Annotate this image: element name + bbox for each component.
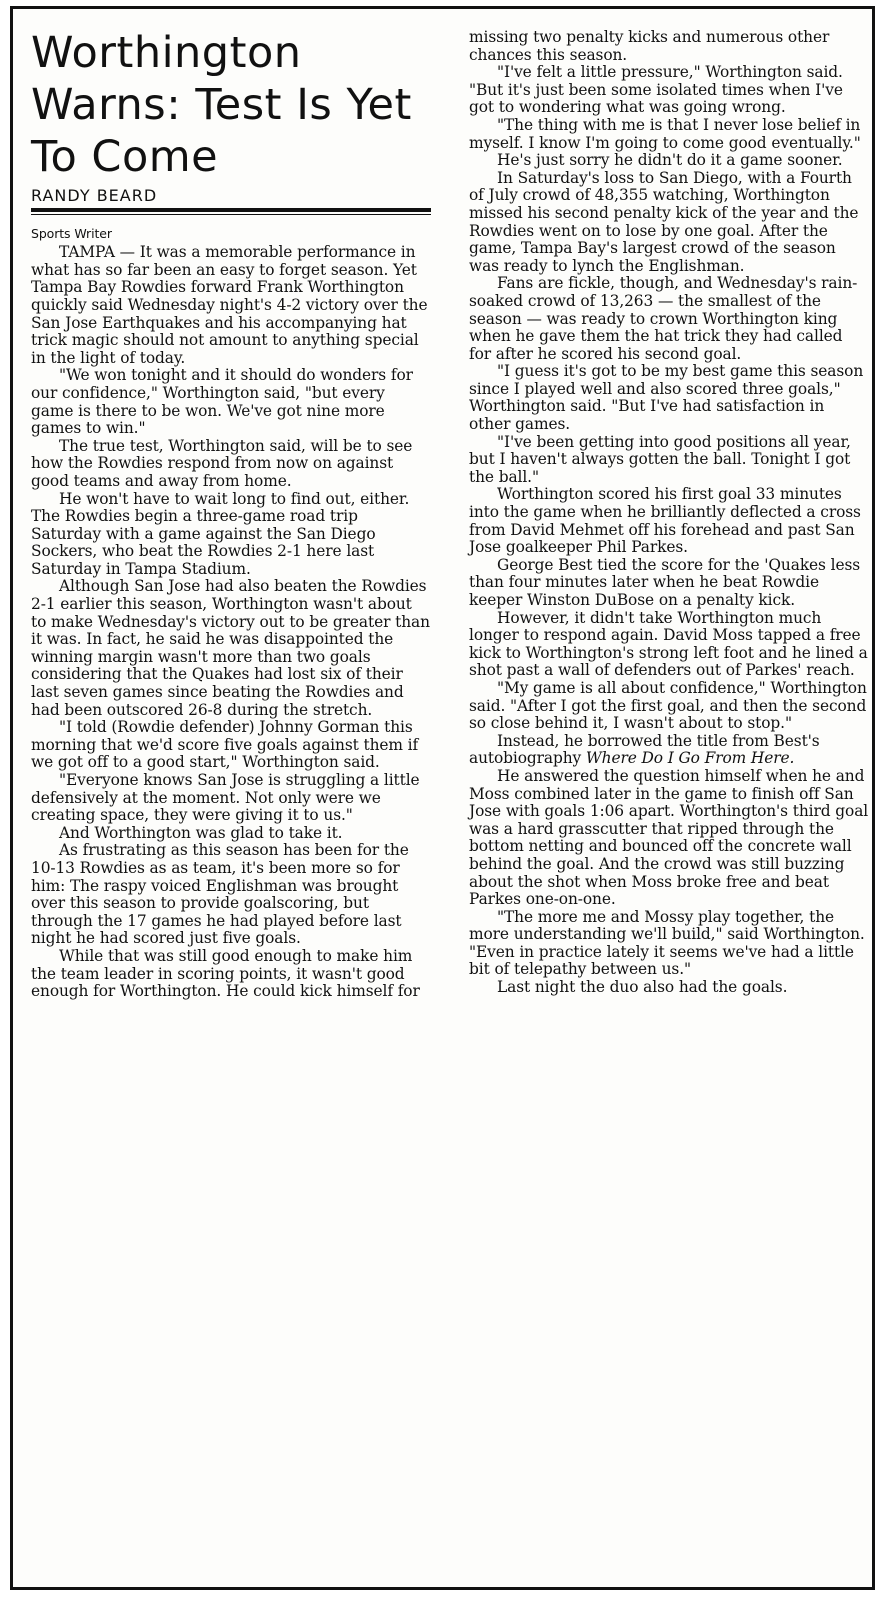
paragraph: While that was still good enough to make him the team leader in scoring points, it wasn't good enough for Worthington. He could kick himself for (31, 946, 420, 1001)
paragraph: "I've felt a little pressure," Worthington said. "But it's just been some isolated times when I've got to wondering what was going wrong. (469, 63, 843, 117)
paragraph: He answered the question himself when he and Moss combined later in the game to finish off San Jose with goals 1:06 apart. Worthington's third goal was a hard grasscutter that ripped through the bottom netting and bounced off the concrete wall behind the goal. And the crowd was still buzzing about the shot when Moss broke free and beat Parkes one-on-one. (469, 766, 869, 909)
paragraph-continuation: missing two penalty kicks and numerous other chances this season. (469, 28, 830, 64)
paragraph: TAMPA — It was a memorable performance in what has so far been an easy to forget season. Yet Tampa Bay Rowdies forward Frank Worthington quickly said Wednesday night's 4-2 victory over the San Jose Earthquakes and his accompanying hat trick magic should not amount to anything special in the light of today. (31, 243, 428, 367)
byline: RANDY BEARD (31, 186, 158, 205)
right-column (469, 29, 869, 997)
book-title: Where Do I Go From Here. (585, 749, 795, 768)
clipping-frame (10, 6, 875, 1590)
paragraph: "I've been getting into good positions all year, but I haven't always gotten the ball. Tonight I got the ball." (469, 432, 851, 486)
paragraph: And Worthington was glad to take it. (59, 823, 343, 842)
paragraph: George Best tied the score for the 'Quakes less than four minutes later when he beat Rowdie keeper Winston DuBose on a penalty kick. (469, 555, 861, 609)
byline-rule-thick (31, 208, 431, 212)
paragraph: He won't have to wait long to find out, either. The Rowdies begin a three-game road trip Saturday with a game against the San Diego Sockers, who beat the Rowdies 2-1 here last Saturday in Tampa Stadium. (31, 489, 410, 578)
paragraph: "My game is all about confidence," Worthington said. "After I got the first goal, and then the second so close behind it, I wasn't about to stop." (469, 678, 867, 733)
left-column (31, 27, 431, 1001)
paragraph: Worthington scored his first goal 33 minutes into the game when he brilliantly deflected a cross from David Mehmet off his forehead and past San Jose goalkeeper Phil Parkes. (469, 485, 861, 557)
paragraph: Although San Jose had also beaten the Rowdies 2-1 earlier this season, Worthington wasn't about to make Wednesday's victory out to be greater than it was. In fact, he said he was disappointed the winning margin wasn't more than two goals considering that the Quakes had lost six of their last seven games since beating the Rowdies and had been outscored 26-8 during the stretch. (31, 577, 430, 719)
paragraph: As frustrating as this season has been for the 10-13 Rowdies as as team, it's been more so for him: The raspy voiced Englishman was brought over this season to provide goalscoring, but through the 17 games he had played before last night he had scored just five goals. (31, 841, 409, 948)
writer-role: Sports Writer (31, 225, 112, 241)
paragraph: "I told (Rowdie defender) Johnny Gorman this morning that we'd score five goals against them if we got off to a good start," Worthington said. (31, 718, 419, 772)
paragraph: "The more me and Mossy play together, the more understanding we'll build," said Worthington. "Even in practice lately it seems we've had a little bit of telepathy between us." (469, 907, 865, 979)
paragraph: Last night the duo also had the goals. (497, 978, 788, 997)
headline: Worthington Warns: Test Is Yet To Come (31, 28, 412, 182)
paragraph: "Everyone knows San Jose is struggling a little defensively at the moment. Not only were we creating space, they were giving it to us." (31, 771, 420, 825)
paragraph: However, it didn't take Worthington much longer to respond again. David Moss tapped a free kick to Worthington's strong left foot and he lined a shot past a wall of defenders out of Parkes' reach. (469, 608, 868, 680)
paragraph: Fans are fickle, though, and Wednesday's rain-soaked crowd of 13,263 — the smallest of the season — was ready to crown Worthington king when he gave them the hat trick they had called for after he scored his second goal. (469, 274, 858, 363)
paragraph: "The thing with me is that I never lose belief in myself. I know I'm going to come good eventually." (469, 115, 861, 152)
paragraph: In Saturday's loss to San Diego, with a Fourth of July crowd of 48,355 watching, Worthington missed his second penalty kick of the year and the Rowdies went on to lose by one goal. After the game, Tampa Bay's largest crowd of the season was ready to lynch the Englishman. (469, 168, 859, 275)
paragraph: "I guess it's got to be my best game this season since I played well and also scored three goals," Worthington said. "But I've had satisfaction in other games. (469, 362, 864, 434)
paragraph: He's just sorry he didn't do it a game sooner. (497, 151, 843, 170)
paragraph: The true test, Worthington said, will be to see how the Rowdies respond from now on against good teams and away from home. (31, 436, 413, 490)
paragraph: "We won tonight and it should do wonders for our confidence," Worthington said, "but every game is there to be won. We've got nine more games to win." (31, 366, 413, 438)
book-title-lead: Instead, he borrowed the title from Best's autobiography (469, 731, 820, 768)
byline-rule-thin (31, 214, 431, 215)
paragraph-book-title (469, 733, 869, 768)
